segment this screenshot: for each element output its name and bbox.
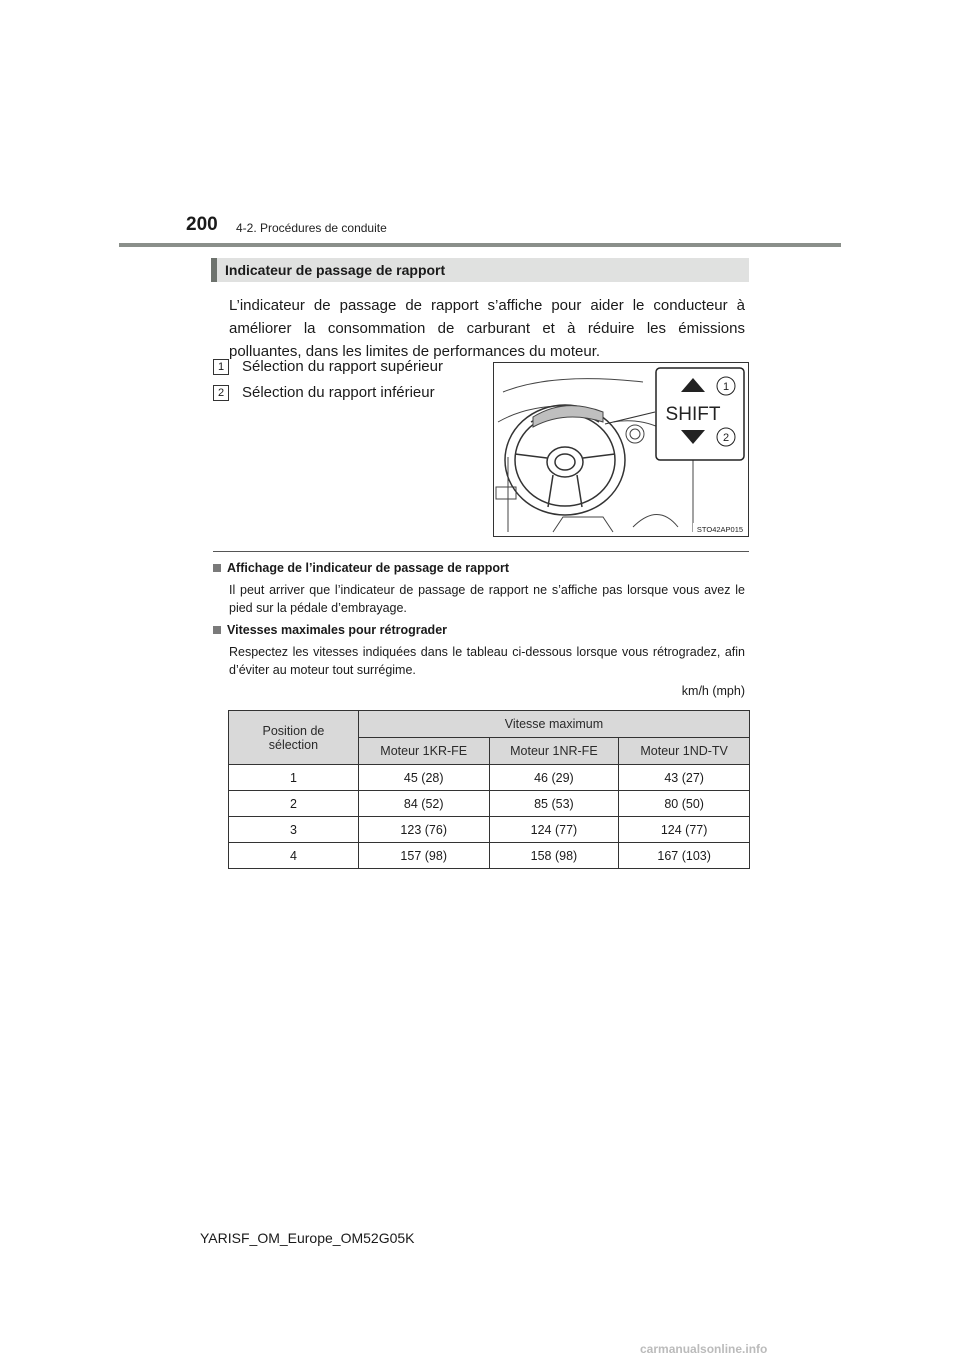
note-body: Il peut arriver que l’indicateur de passage de rapport ne s’affiche pas lorsque vous avez le pied sur la pédale d’embrayage. [229,583,745,615]
heading-marker [211,258,217,282]
table-cell: 2 [229,791,359,817]
column-header-engine: Moteur 1ND-TV [619,738,750,765]
callout-number: 2 [213,385,229,401]
table-cell: 123 (76) [358,817,489,843]
page-number: 200 [186,214,218,235]
bullet-square-icon [213,626,221,634]
table-cell: 158 (98) [489,843,619,869]
header-divider [119,243,841,247]
table-cell: 3 [229,817,359,843]
section-heading-bar [211,258,749,282]
note-heading [213,561,509,575]
table-row [229,765,750,791]
table-row [229,791,750,817]
table-cell: 124 (77) [489,817,619,843]
column-header-engine: Moteur 1KR-FE [358,738,489,765]
table-cell: 45 (28) [358,765,489,791]
table-cell: 43 (27) [619,765,750,791]
table-row [229,843,750,869]
table-cell: 85 (53) [489,791,619,817]
dashboard-illustration [493,362,749,537]
upshift-marker: 1 [722,381,730,393]
note-heading-text: Affichage de l’indicateur de passage de rapport [227,561,510,575]
column-header-position: Position de sélection [229,711,359,765]
callout-label: Sélection du rapport inférieur [242,384,435,401]
table-cell: 84 (52) [358,791,489,817]
max-speed-table [228,710,750,869]
callout-label: Sélection du rapport supérieur [242,358,443,375]
table-row [229,817,750,843]
table-cell: 46 (29) [489,765,619,791]
section-heading: Indicateur de passage de rapport [225,262,446,278]
callout-number: 1 [213,359,229,375]
table-cell: 124 (77) [619,817,750,843]
table-cell: 157 (98) [358,843,489,869]
bullet-square-icon [213,564,221,572]
footer-document-id: YARISF_OM_Europe_OM52G05K [200,1230,415,1246]
note-body: Respectez les vitesses indiquées dans le tableau ci-dessous lorsque vous rétrogradez, afin d’éviter au moteur tout surrégime. [229,645,745,677]
intro-paragraph: L’indicateur de passage de rapport s’affiche pour aider le conducteur à améliorer la consommation de carburant et à réduire les émissions polluantes, dans les limites de performances du moteur. [229,297,745,360]
figure-code: STO42AP015 [696,525,744,534]
shift-display-text: SHIFT [665,404,721,425]
callout-item [213,384,435,401]
column-header-group: Vitesse maximum [358,711,749,738]
watermark: carmanualsonline.info [640,1342,768,1356]
table-cell: 167 (103) [619,843,750,869]
column-header-engine: Moteur 1NR-FE [489,738,619,765]
downshift-marker: 2 [722,432,730,444]
note-heading-text: Vitesses maximales pour rétrograder [227,623,448,637]
table-units: km/h (mph) [681,684,745,698]
notes-divider [213,551,749,552]
table-cell: 80 (50) [619,791,750,817]
note-heading [213,623,447,637]
section-title: 4-2. Procédures de conduite [236,221,387,235]
callout-item [213,358,443,375]
table-header-row [229,711,750,738]
table-cell: 4 [229,843,359,869]
table-cell: 1 [229,765,359,791]
